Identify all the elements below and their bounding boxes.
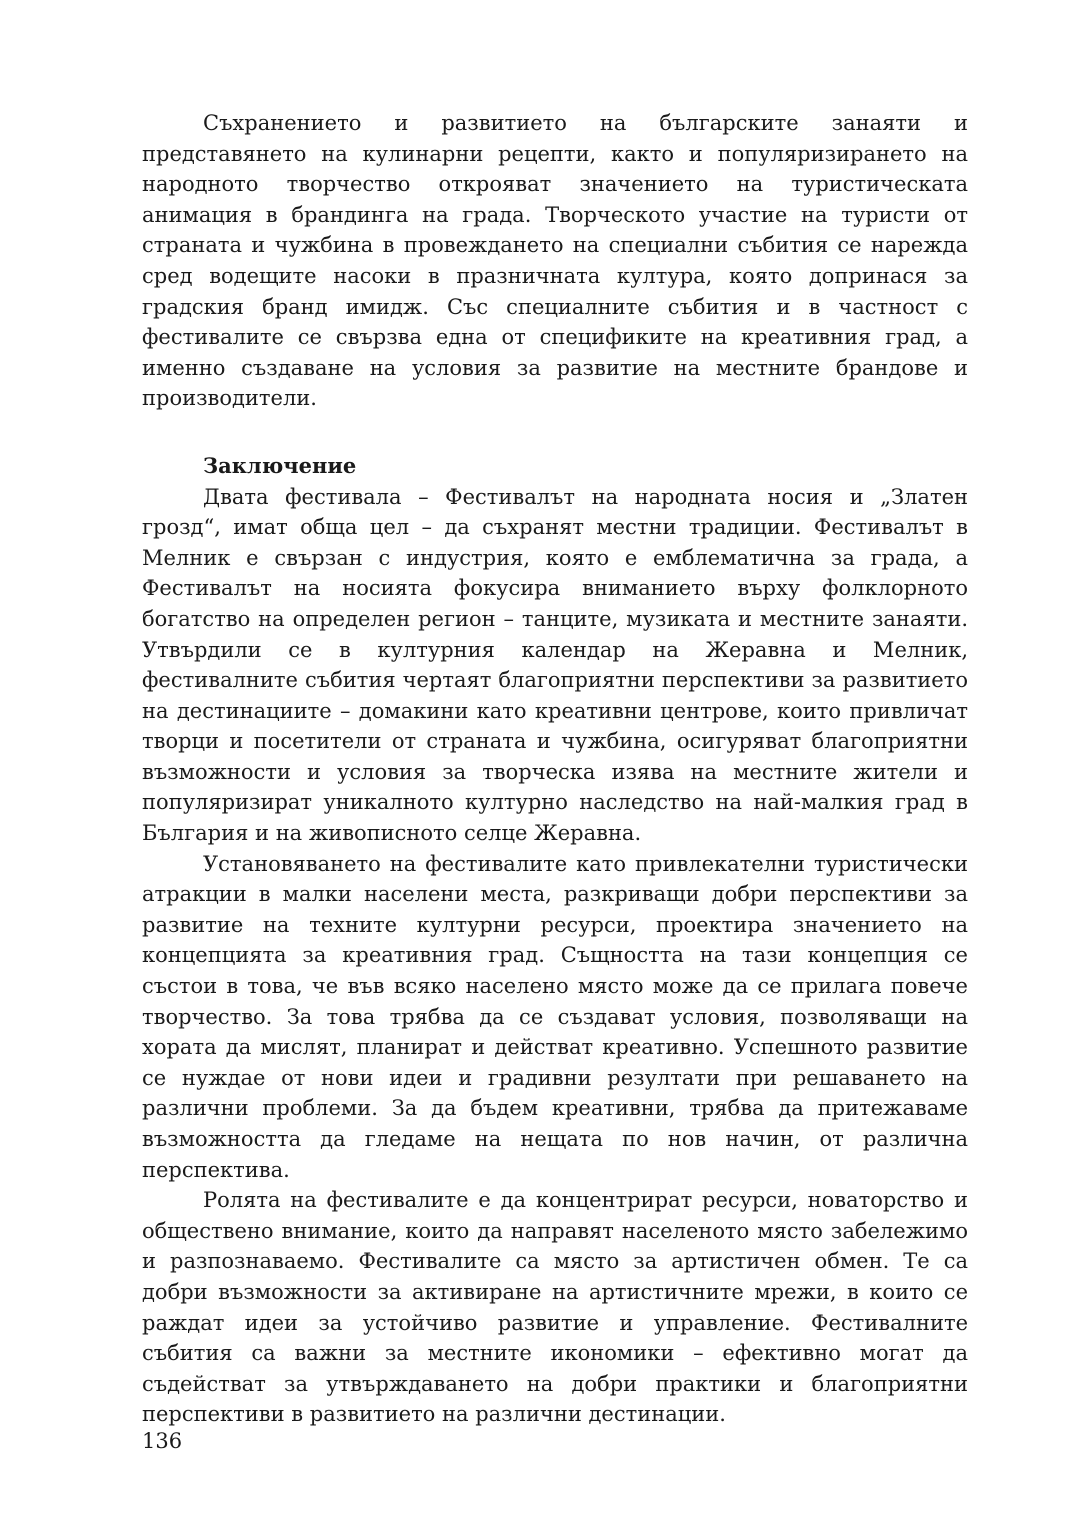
paragraph-intro: Съхранението и развитието на българските занаяти и представянето на кулинарни рецепти, както и популяризирането на народното творчество открояват значението на туристическата анимация в брандинга на града. Творческото участие на туристи от страната и чужбина в провеждането на специални събития се нарежда сред водещите насоки в празничната култура, която допринася за градския бранд имидж. Със специалните събития и в частност с фестивалите се свързва една от спецификите на креативния град, а именно създаване на условия за развитие на местните брандове и производители. <box>142 111 968 411</box>
section-gap <box>142 414 968 451</box>
section-heading: Заключение <box>203 452 357 478</box>
paragraph-conclusion-1: Двата фестивала – Фестивалът на народната носия и „Златен грозд“, имат обща цел – да съхранят местни традиции. Фестивалът в Мелник е свързан с индустрия, която е емблематична за града, а Фестивалът на носията фокусира вниманието върху фолклорното богатство на определен регион – танците, музиката и местните занаяти. Утвърдили се в културния календар на Жеравна и Мелник, фестивалните събития чертаят благоприятни перспективи за развитието на дестинациите – домакини като креативни центрове, които привличат творци и посетители от страната и чужбина, осигуряват благоприятни възможности и условия за творческа изява на местните жители и популяризират уникалното културно наследство на най-малкия град в България и на живописното селце Жеравна. <box>142 484 968 846</box>
paragraph-conclusion-2: Установяването на фестивалите като привлекателни туристически атракции в малки населени места, разкриващи добри перспективи за развитие на техните културни ресурси, проектира значението на концепцията за креативния град. Същността на тази концепция се състои в това, че във всяко населено място може да се прилага повече творчество. За това трябва да се създават условия, позволяващи на хората да мислят, планират и действат креативно. Успешното развитие се нуждае от нови идеи и градивни резултати при решаването на различни проблеми. За да бъдем креативни, трябва да притежаваме възможността да гледаме на нещата по нов начин, от различна перспектива. <box>142 851 968 1182</box>
page-number: 136 <box>142 1429 183 1453</box>
page-body <box>142 108 968 1430</box>
paragraph-conclusion-3: Ролята на фестивалите е да концентрират ресурси, новаторство и обществено внимание, които да направят населеното място забележимо и разпознаваемо. Фестивалите са място за артистичен обмен. Те са добри възможности за активиране на артистичните мрежи, в които се раждат идеи за устойчиво развитие и управление. Фестивалните събития са важни за местните икономики – ефективно могат да съдействат за утвърждаването на добри практики и благоприятни перспективи в развитието на различни дестинации. <box>142 1188 968 1427</box>
